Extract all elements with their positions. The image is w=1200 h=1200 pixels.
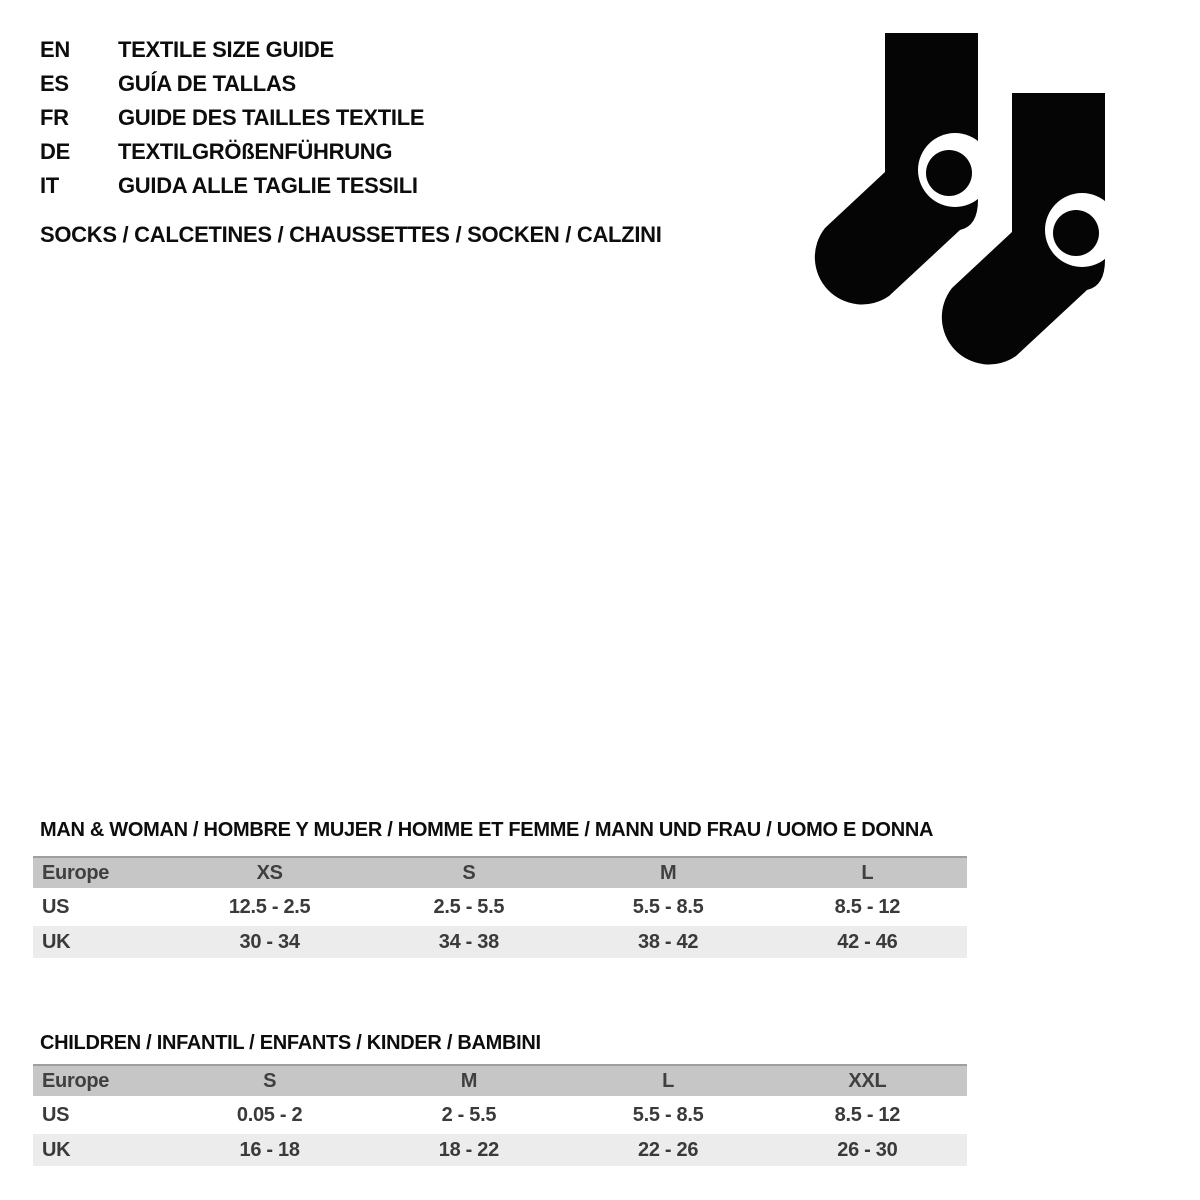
size-value-cell: 26 - 30 (837, 1138, 898, 1161)
column-header: L (861, 861, 874, 884)
size-value-cell: 30 - 34 (239, 930, 300, 953)
language-title: TEXTILGRÖßENFÜHRUNG (118, 139, 393, 164)
language-code: DE (40, 139, 70, 164)
language-row (40, 101, 424, 135)
table-row (33, 891, 967, 923)
size-value-cell: 8.5 - 12 (834, 1103, 901, 1126)
size-value-cell: 22 - 26 (638, 1138, 699, 1161)
region-cell: UK (42, 1138, 71, 1161)
size-table (33, 818, 967, 961)
language-title: TEXTILE SIZE GUIDE (118, 37, 334, 62)
column-header: L (662, 1069, 675, 1092)
table-row (33, 1099, 967, 1131)
language-code: FR (40, 105, 69, 130)
table-title: CHILDREN / INFANTIL / ENFANTS / KINDER / BAMBINI (40, 1032, 541, 1054)
size-value-cell: 8.5 - 12 (834, 895, 901, 918)
language-code: IT (40, 173, 59, 198)
product-category-line: SOCKS / CALCETINES / CHAUSSETTES / SOCKEN / CALZINI (40, 222, 662, 247)
socks-icon (795, 25, 1125, 385)
region-cell: US (42, 895, 70, 918)
language-row (40, 33, 424, 67)
column-header: XS (256, 861, 283, 884)
language-row (40, 135, 424, 169)
language-title: GUÍA DE TALLAS (118, 71, 296, 96)
language-title: GUIDA ALLE TAGLIE TESSILI (118, 173, 418, 198)
size-value-cell: 5.5 - 8.5 (632, 1103, 704, 1126)
size-value-cell: 2 - 5.5 (441, 1103, 497, 1126)
size-value-cell: 2.5 - 5.5 (433, 895, 505, 918)
column-header: XXL (848, 1069, 887, 1092)
table-row (33, 1134, 967, 1166)
column-header: M (460, 1069, 478, 1092)
table-row (33, 926, 967, 958)
region-cell: US (42, 1103, 70, 1126)
table-body (33, 891, 967, 958)
language-code: ES (40, 71, 69, 96)
column-header: Europe (42, 861, 110, 884)
table-header-row (33, 856, 967, 888)
size-value-cell: 18 - 22 (438, 1138, 499, 1161)
column-header: S (263, 1069, 277, 1092)
size-table (33, 1031, 967, 1169)
language-row (40, 67, 424, 101)
size-value-cell: 42 - 46 (837, 930, 898, 953)
size-value-cell: 0.05 - 2 (236, 1103, 303, 1126)
size-value-cell: 38 - 42 (638, 930, 699, 953)
size-value-cell: 5.5 - 8.5 (632, 895, 704, 918)
language-row (40, 169, 424, 203)
table-header-row (33, 1064, 967, 1096)
size-value-cell: 34 - 38 (438, 930, 499, 953)
size-value-cell: 12.5 - 2.5 (228, 895, 311, 918)
region-cell: UK (42, 930, 71, 953)
language-title: GUIDE DES TAILLES TEXTILE (118, 105, 425, 130)
table-body (33, 1099, 967, 1166)
column-header: S (462, 861, 476, 884)
language-code: EN (40, 37, 70, 62)
column-header: Europe (42, 1069, 110, 1092)
table-title: MAN & WOMAN / HOMBRE Y MUJER / HOMME ET FEMME / MANN UND FRAU / UOMO E DONNA (40, 819, 934, 841)
column-header: M (659, 861, 677, 884)
size-value-cell: 16 - 18 (239, 1138, 300, 1161)
language-title-list (40, 33, 424, 203)
